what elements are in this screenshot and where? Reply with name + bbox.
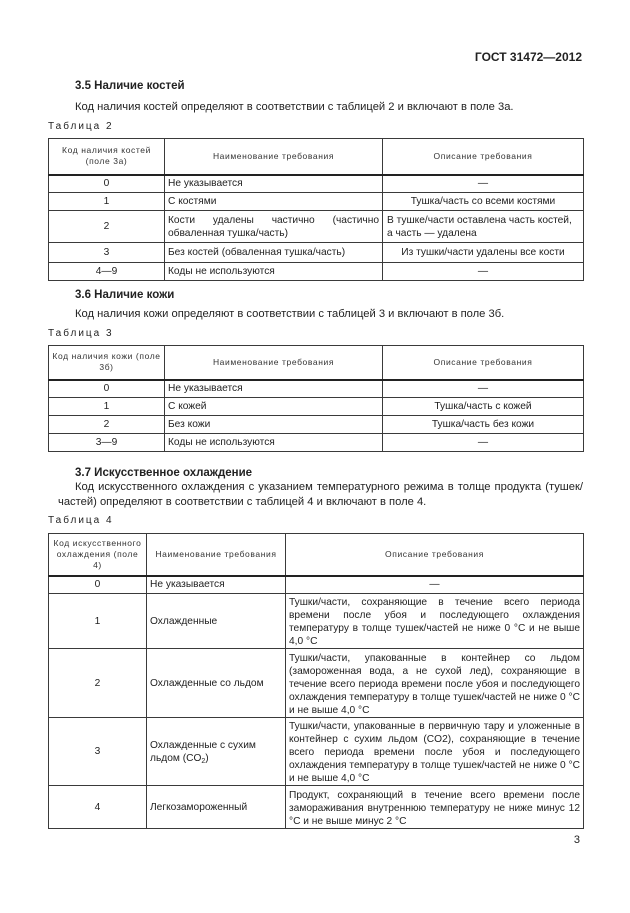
cell-code: 0 — [49, 380, 165, 398]
cell-name: Не указывается — [165, 380, 383, 398]
table-row — [49, 434, 584, 452]
cell-name: Коды не используются — [165, 434, 383, 452]
table-header-row — [49, 139, 584, 175]
cell-desc: Тушка/часть без кожи — [383, 416, 584, 434]
table-row — [49, 193, 584, 211]
document-code: ГОСТ 31472—2012 — [474, 50, 582, 64]
cell-desc: Тушки/части, упакованные в контейнер со льдом (замороженная вода, а не сухой лед), сохраняющие в течение всего периода времени после убоя и последующего охлаждения температуру в толще тушек/частей не ниже 0 °С и не выше 4,0 °С — [286, 649, 584, 718]
cell-desc: — — [383, 175, 584, 193]
col-header-desc: Описание требования — [286, 534, 584, 576]
cell-desc: Из тушки/части удалены все кости — [383, 243, 584, 263]
col-header-name: Наименование требования — [147, 534, 286, 576]
table-2-label: Таблица 2 — [48, 121, 114, 132]
col-header-code: Код наличия кожи (поле 3б) — [49, 346, 165, 380]
section-3-6-text: Код наличия кожи определяют в соответствии с таблицей 3 и включают в поле 3б. — [75, 308, 505, 320]
cell-desc: — — [383, 434, 584, 452]
page-number: 3 — [573, 834, 580, 846]
table-header-row — [49, 346, 584, 380]
table-3-label: Таблица 3 — [48, 328, 114, 339]
cell-code: 1 — [49, 398, 165, 416]
cell-code: 0 — [49, 175, 165, 193]
cell-desc: Продукт, сохраняющий в течение всего времени после замораживания внутреннюю температуру не ниже минус 12 °С и не выше минус 2 °С — [286, 786, 584, 829]
table-row — [49, 211, 584, 243]
cell-name: Охлажденные — [147, 594, 286, 649]
cell-desc: Тушка/часть со всеми костями — [383, 193, 584, 211]
col-header-code: Код искусственного охлаждения (поле 4) — [49, 534, 147, 576]
table-row — [49, 243, 584, 263]
cell-desc: — — [383, 380, 584, 398]
table-3 — [48, 345, 584, 452]
table-row — [49, 175, 584, 193]
section-3-6-title: 3.6 Наличие кожи — [75, 289, 175, 301]
cell-name: Охлажденные со льдом — [147, 649, 286, 718]
table-header-row — [49, 534, 584, 576]
table-row — [49, 380, 584, 398]
table-row — [49, 786, 584, 829]
cell-code: 3—9 — [49, 434, 165, 452]
cell-code: 0 — [49, 576, 147, 594]
col-header-desc: Описание требования — [383, 139, 584, 175]
cell-name: Не указывается — [165, 175, 383, 193]
cell-name — [147, 718, 286, 786]
cell-desc: Тушки/части, сохраняющие в течение всего периода времени после убоя и последующего охлаждения температуру в толще тушек/частей не ниже 0 °С и не выше 4,0 °С — [286, 594, 584, 649]
cell-code: 4—9 — [49, 263, 165, 281]
table-4 — [48, 533, 584, 829]
section-3-5-text: Код наличия костей определяют в соответствии с таблицей 2 и включают в поле 3а. — [75, 101, 514, 113]
cell-code: 3 — [49, 243, 165, 263]
table-row — [49, 263, 584, 281]
cell-code: 1 — [49, 594, 147, 649]
cell-name-suffix: ) — [205, 752, 209, 764]
cell-code: 3 — [49, 718, 147, 786]
cell-name-text: Охлажденные с сухим льдом (CO — [150, 739, 256, 764]
cell-code: 1 — [49, 193, 165, 211]
cell-name: Без костей (обваленная тушка/часть) — [165, 243, 383, 263]
cell-name: Коды не используются — [165, 263, 383, 281]
col-header-name: Наименование требования — [165, 346, 383, 380]
table-row — [49, 576, 584, 594]
section-3-7-title: 3.7 Искусственное охлаждение — [75, 467, 253, 479]
table-row — [49, 718, 584, 786]
section-3-5-title: 3.5 Наличие костей — [75, 80, 185, 92]
col-header-code: Код наличия костей (поле 3а) — [49, 139, 165, 175]
cell-code: 2 — [49, 211, 165, 243]
table-row — [49, 649, 584, 718]
cell-name: Без кожи — [165, 416, 383, 434]
cell-name: С костями — [165, 193, 383, 211]
cell-name: Не указывается — [147, 576, 286, 594]
section-3-7-text: Код искусственного охлаждения с указанием температурного режима в толще продукта (тушек/частей) определяют в соответствии с таблицей 4 и включают в поле 4. — [58, 481, 583, 508]
cell-code: 2 — [49, 416, 165, 434]
cell-name: С кожей — [165, 398, 383, 416]
cell-code: 4 — [49, 786, 147, 829]
cell-code: 2 — [49, 649, 147, 718]
cell-desc: Тушка/часть с кожей — [383, 398, 584, 416]
col-header-name: Наименование требования — [165, 139, 383, 175]
table-row — [49, 594, 584, 649]
cell-desc: В тушке/части оставлена часть костей, а часть — удалена — [383, 211, 584, 243]
table-row — [49, 416, 584, 434]
cell-desc: — — [383, 263, 584, 281]
cell-desc: — — [286, 576, 584, 594]
subscript: 2 — [201, 757, 206, 765]
table-row — [49, 398, 584, 416]
col-header-desc: Описание требования — [383, 346, 584, 380]
cell-name: Легкозамороженный — [147, 786, 286, 829]
cell-name: Кости удалены частично (частично обваленная тушка/часть) — [165, 211, 383, 243]
cell-desc: Тушки/части, упакованные в первичную тару и уложенные в контейнер с сухим льдом (CO2), сохраняющие в течение всего периода времени после убоя и последующего охлаждения температуру в толще тушек/частей не ниже 0 °С и не выше 4,0 °С — [286, 718, 584, 786]
table-2 — [48, 138, 584, 281]
table-4-label: Таблица 4 — [48, 515, 114, 526]
